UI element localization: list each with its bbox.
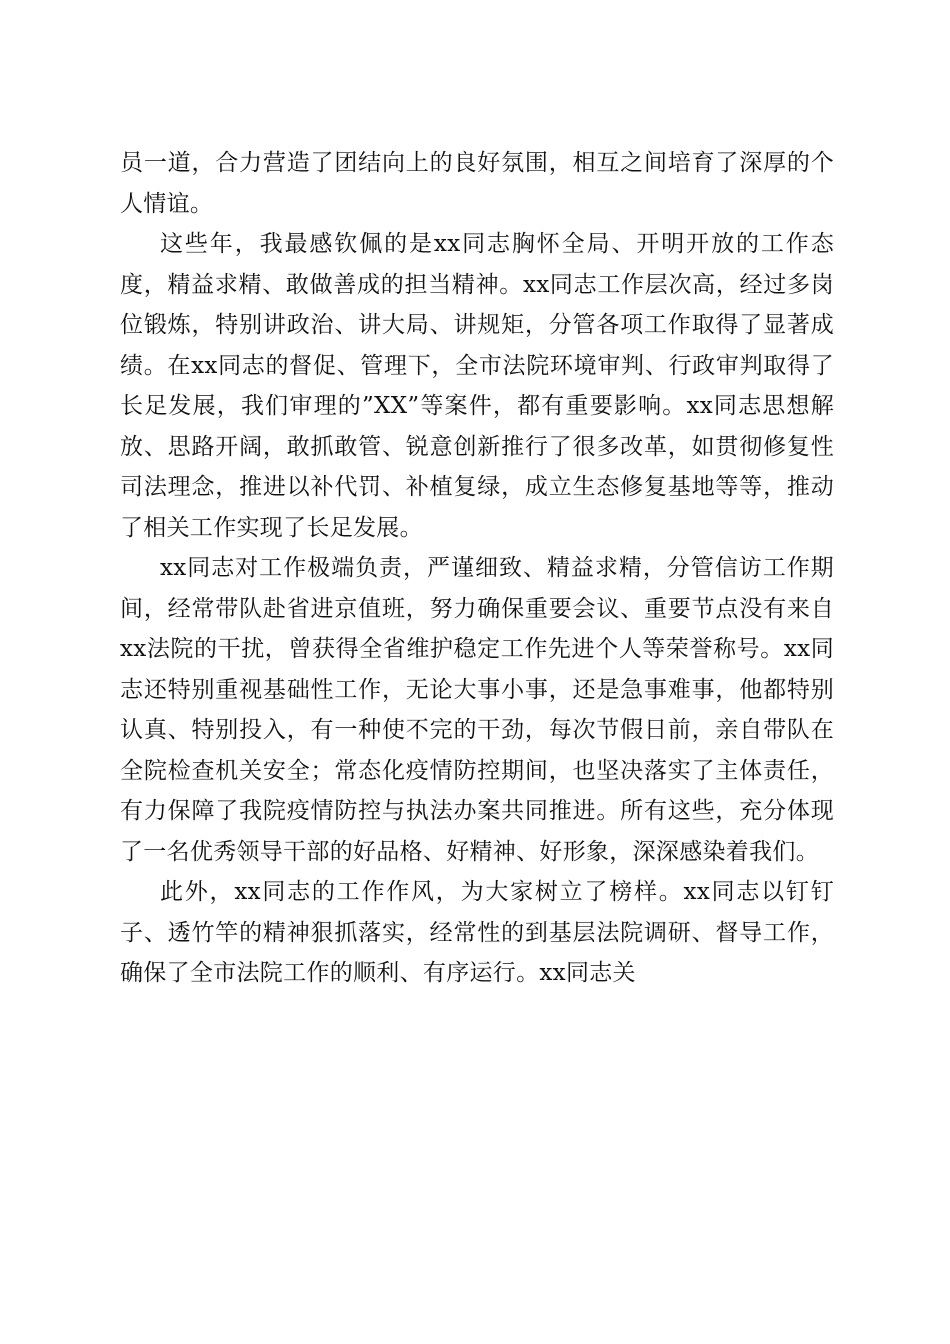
paragraph-continued: 员一道，合力营造了团结向上的良好氛围，相互之间培育了深厚的个人情谊。 bbox=[120, 150, 834, 217]
paragraph-admiration: 这些年，我最感钦佩的是xx同志胸怀全局、开明开放的工作态度，精益求精、敢做善成的担当精神。xx同志工作层次高，经过多岗位锻炼，特别讲政治、讲大局、讲规矩，分管各项工作取得了显著成绩。在xx同志的督促、管理下，全市法院环境审判、行政审判取得了长足发展，我们审理的”XX”等案件，都有重要影响。xx同志思想解放、思路开阔，敢抓敢管、锐意创新推行了很多改革，如贯彻修复性司法理念，推进以补代罚、补植复绿，成立生态修复基地等等，推动了相关工作实现了长足发展。 bbox=[120, 231, 834, 541]
paragraph-work-style: 此外，xx同志的工作作风，为大家树立了榜样。xx同志以钉钉子、透竹竿的精神狠抓落实，经常性的到基层法院调研、督导工作，确保了全市法院工作的顺利、有序运行。xx同志关 bbox=[120, 879, 834, 986]
document-body bbox=[120, 143, 834, 994]
paragraph-responsibility: xx同志对工作极端负责，严谨细致、精益求精，分管信访工作期间，经常带队赴省进京值班，努力确保重要会议、重要节点没有来自xx法院的干扰，曾获得全省维护稳定工作先进个人等荣誉称号。xx同志还特别重视基础性工作，无论大事小事，还是急事难事，他都特别认真、特别投入，有一种使不完的干劲，每次节假日前，亲自带队在全院检查机关安全；常态化疫情防控期间，也坚决落实了主体责任，有力保障了我院疫情防控与执法办案共同推进。所有这些，充分体现了一名优秀领导干部的好品格、好精神、好形象，深深感染着我们。 bbox=[120, 555, 834, 865]
